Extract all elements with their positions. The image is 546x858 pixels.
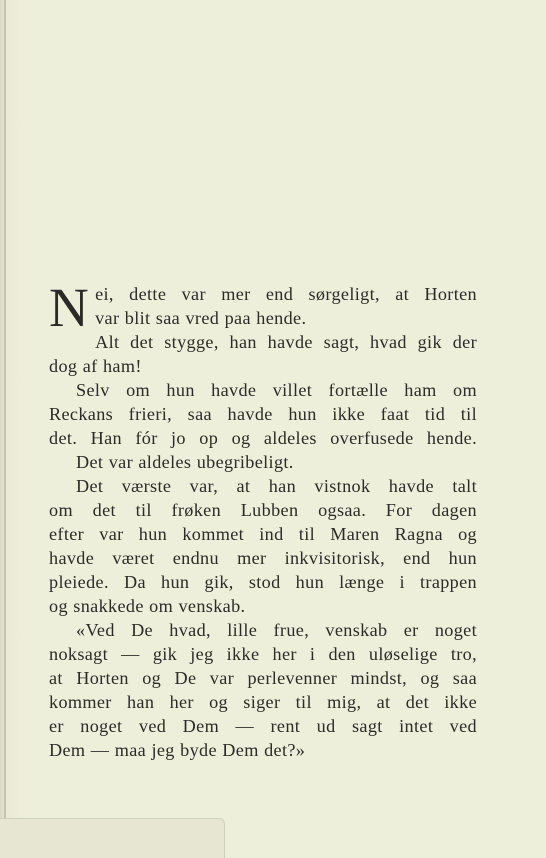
paragraph-6 bbox=[49, 618, 477, 762]
text-line: Reckans frieri, saa havde hun ikke faat tid til bbox=[49, 404, 477, 424]
paragraph-1 bbox=[49, 277, 477, 338]
text-line: Det var aldeles ubegribeligt. bbox=[76, 452, 294, 472]
text-line: var blit saa vred paa hende. bbox=[95, 308, 307, 328]
text-line: kommer han her og siger til mig, at det ikke bbox=[49, 692, 477, 712]
text-line: noksagt — gik jeg ikke her i den uløselige tro, bbox=[49, 644, 477, 664]
text-line: «Ved De hvad, lille frue, venskab er noget bbox=[76, 620, 477, 640]
paragraph-2 bbox=[49, 330, 477, 378]
text-line: dog af ham! bbox=[49, 356, 142, 376]
text-line: og snakkede om venskab. bbox=[49, 596, 246, 616]
body-text bbox=[49, 277, 477, 762]
text-line: om det til frøken Lubben ogsaa. For dagen bbox=[49, 500, 477, 520]
drop-cap: N bbox=[49, 277, 90, 338]
paragraph-5 bbox=[49, 474, 477, 618]
text-line: Det værste var, at han vistnok havde talt bbox=[76, 476, 477, 496]
page-binding-edge bbox=[4, 0, 6, 857]
text-line: pleiede. Da hun gik, stod hun længe i trappen bbox=[49, 572, 477, 592]
text-line: efter var hun kommet ind til Maren Ragna og bbox=[49, 524, 477, 544]
page-corner-fold bbox=[0, 818, 225, 858]
text-line: Dem — maa jeg byde Dem det?» bbox=[49, 740, 306, 760]
text-line: Selv om hun havde villet fortælle ham om bbox=[76, 380, 477, 400]
text-line: ei, dette var mer end sørgeligt, at Horten bbox=[95, 284, 477, 304]
text-line: Alt det stygge, han havde sagt, hvad gik der bbox=[95, 332, 477, 352]
text-line: at Horten og De var perlevenner mindst, og saa bbox=[49, 668, 477, 688]
text-line: er noget ved Dem — rent ud sagt intet ved bbox=[49, 716, 477, 736]
paragraph-3 bbox=[49, 378, 477, 450]
text-line: havde været endnu mer inkvisitorisk, end hun bbox=[49, 548, 477, 568]
text-line: det. Han fór jo op og aldeles overfusede hende. bbox=[49, 428, 477, 448]
paragraph-4 bbox=[49, 450, 477, 474]
